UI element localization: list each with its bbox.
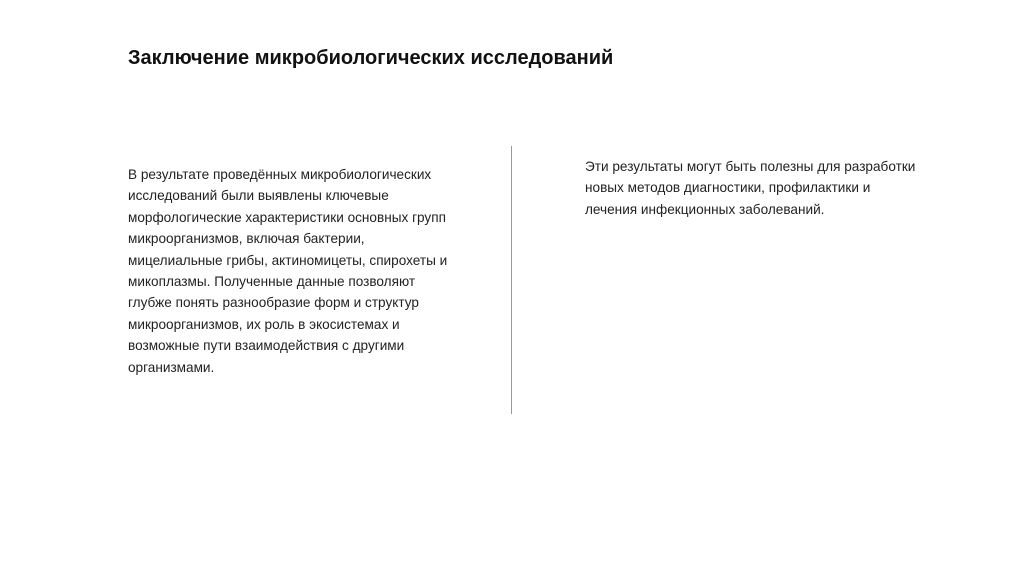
- text-line: В результате проведённых микробиологических: [128, 167, 432, 182]
- text-line: морфологические характеристики основных групп: [128, 209, 446, 225]
- left-paragraph: [128, 164, 473, 378]
- text-line: организмами.: [128, 359, 215, 375]
- text-line: микроорганизмов, их роль в экосистемах и: [128, 316, 400, 332]
- text-line: исследований были выявлены ключевые: [128, 188, 389, 204]
- text-line: возможные пути взаимодействия с другими: [128, 338, 405, 354]
- left-text-column: [128, 164, 473, 378]
- text-line: мицелиальные грибы, актиномицеты, спирохеты и: [128, 252, 448, 268]
- text-line: микоплазмы. Полученные данные позволяют: [128, 274, 416, 290]
- right-paragraph: [585, 156, 925, 220]
- text-line: лечения инфекционных заболеваний.: [585, 201, 825, 217]
- slide-title: Заключение микробиологических исследований: [128, 47, 614, 69]
- text-line: новых методов диагностики, профилактики и: [585, 180, 871, 196]
- text-line: микроорганизмов, включая бактерии,: [128, 231, 365, 247]
- column-divider: [511, 146, 512, 414]
- right-text-column: [585, 156, 925, 220]
- text-line: глубже понять разнообразие форм и структур: [128, 295, 419, 311]
- text-line: Эти результаты могут быть полезны для разработки: [585, 159, 916, 174]
